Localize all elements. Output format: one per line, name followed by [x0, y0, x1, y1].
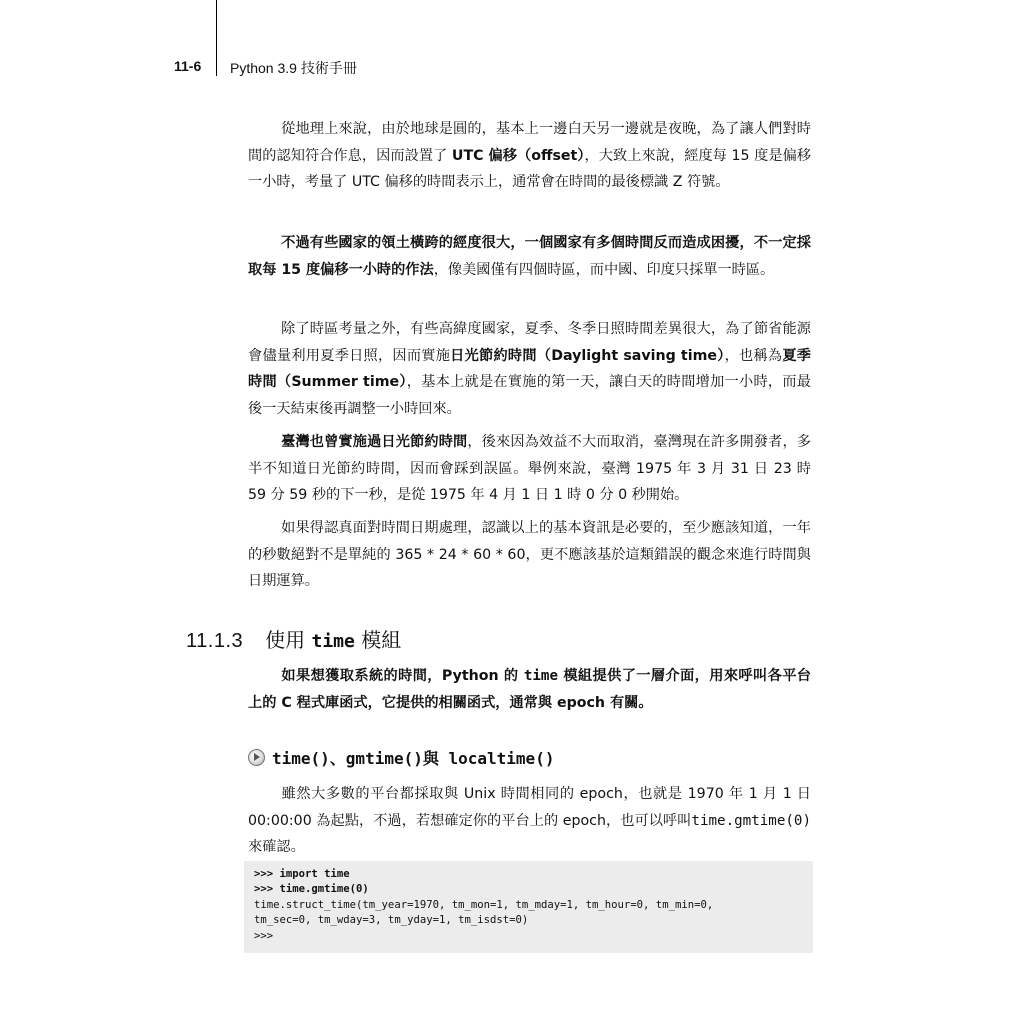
paragraph-text: 雖然大多數的平台都採取與 Unix 時間相同的 epoch，也就是 1970 年 1 月 1 日 00:00:00 為起點，不過，若想確定你的平台上的 epoch，也可以呼叫 [248, 786, 811, 829]
paragraph-text: 從地理上來說，由於地球是圓的，基本上一邊白天另一邊就是夜晚，為了讓人們對時間的認知符合作息，因而設置了 [248, 121, 811, 164]
paragraph-taiwan-dst [248, 429, 811, 509]
paragraph-daylight-saving [248, 316, 811, 422]
subheading [248, 746, 554, 769]
paragraph-bold: 夏季時間（Summer time） [248, 347, 811, 390]
subheading-text: time()、gmtime()與 localtime() [272, 749, 555, 768]
code-line: >>> time.gmtime(0) [254, 883, 369, 896]
paragraph-bold: 臺灣也曾實施過日光節約時間 [281, 434, 468, 450]
page-header [0, 58, 1024, 82]
code-block [244, 861, 813, 953]
section-title-prefix: 使用 [265, 628, 312, 652]
code-line: tm_sec=0, tm_wday=3, tm_yday=1, tm_isdst=0) [254, 914, 529, 927]
paragraph-bold: UTC 偏移（offset） [451, 147, 585, 164]
paragraph-text: ，也稱為 [724, 347, 783, 364]
code-line: time.struct_time(tm_year=1970, tm_mon=1, tm_mday=1, tm_hour=0, tm_min=0, [254, 898, 714, 911]
page-number: 11-6 [174, 58, 202, 74]
paragraph-bold: 不過有些國家的領土橫跨的經度很大，一個國家有多個時間反而造成困擾，不一定採取每 15 度偏移一小時的作法 [248, 235, 811, 278]
inline-code: time.gmtime(0) [691, 812, 811, 829]
paragraph-text: 除了時區考量之外，有些高緯度國家，夏季、冬季日照時間差異很大，為了節省能源會儘量利用夏季日照，因而實施 [248, 321, 811, 364]
bullet-icon [248, 749, 265, 766]
section-number: 11.1.3 [186, 630, 244, 652]
paragraph-text: 如果想獲取系統的時間，Python 的 [281, 668, 524, 684]
section-title-suffix: 模組 [354, 628, 402, 652]
paragraph-time-zones [248, 230, 811, 283]
inline-code: time [523, 668, 558, 684]
paragraph-text: ，大致上來說，經度每 15 度是偏移一小時，考量了 UTC 偏移的時間表示上，通常會在時間的最後標識 Z 符號。 [248, 147, 812, 190]
paragraph-text: 模組提供了一層介面，用來呼叫各平台上的 C 程式庫函式，它提供的相關函式，通常與 epoch 有關。 [248, 668, 811, 711]
paragraph-text: ，基本上就是在實施的第一天，讓白天的時間增加一小時，而最後一天結束後再調整一小時回來。 [248, 374, 811, 417]
paragraph-text: 如果得認真面對時間日期處理，認識以上的基本資訊是必要的，至少應該知道，一年的秒數絕對不是單純的 365 * 24 * 60 * 60，更不應該基於這類錯誤的觀念來進行時間與日期運算。 [248, 520, 811, 589]
section-heading [186, 624, 401, 653]
code-line: >>> import time [254, 868, 350, 880]
paragraph-text: ，後來因為效益不大而取消，臺灣現在許多開發者，多半不知道日光節約時間，因而會踩到誤區。舉例來說，臺灣 1975 年 3 月 31 日 23 時 59 分 59 秒的下一秒，是從 1975 年 4 月 1 日 1 時 0 分 0 秒開始。 [248, 434, 811, 503]
paragraph-time-module-intro [248, 663, 811, 716]
paragraph-seconds-per-year [248, 515, 811, 595]
paragraph-utc-offset [248, 116, 811, 196]
code-line: >>> [254, 929, 274, 942]
paragraph-bold: 日光節約時間（Daylight saving time） [450, 347, 725, 364]
section-title-code: time [311, 631, 355, 652]
paragraph-epoch [248, 781, 811, 861]
paragraph-text: 來確認。 [248, 839, 305, 855]
book-title: Python 3.9 技術手冊 [230, 60, 357, 76]
paragraph-text: ，像美國僅有四個時區，而中國、印度只採單一時區。 [433, 261, 775, 278]
